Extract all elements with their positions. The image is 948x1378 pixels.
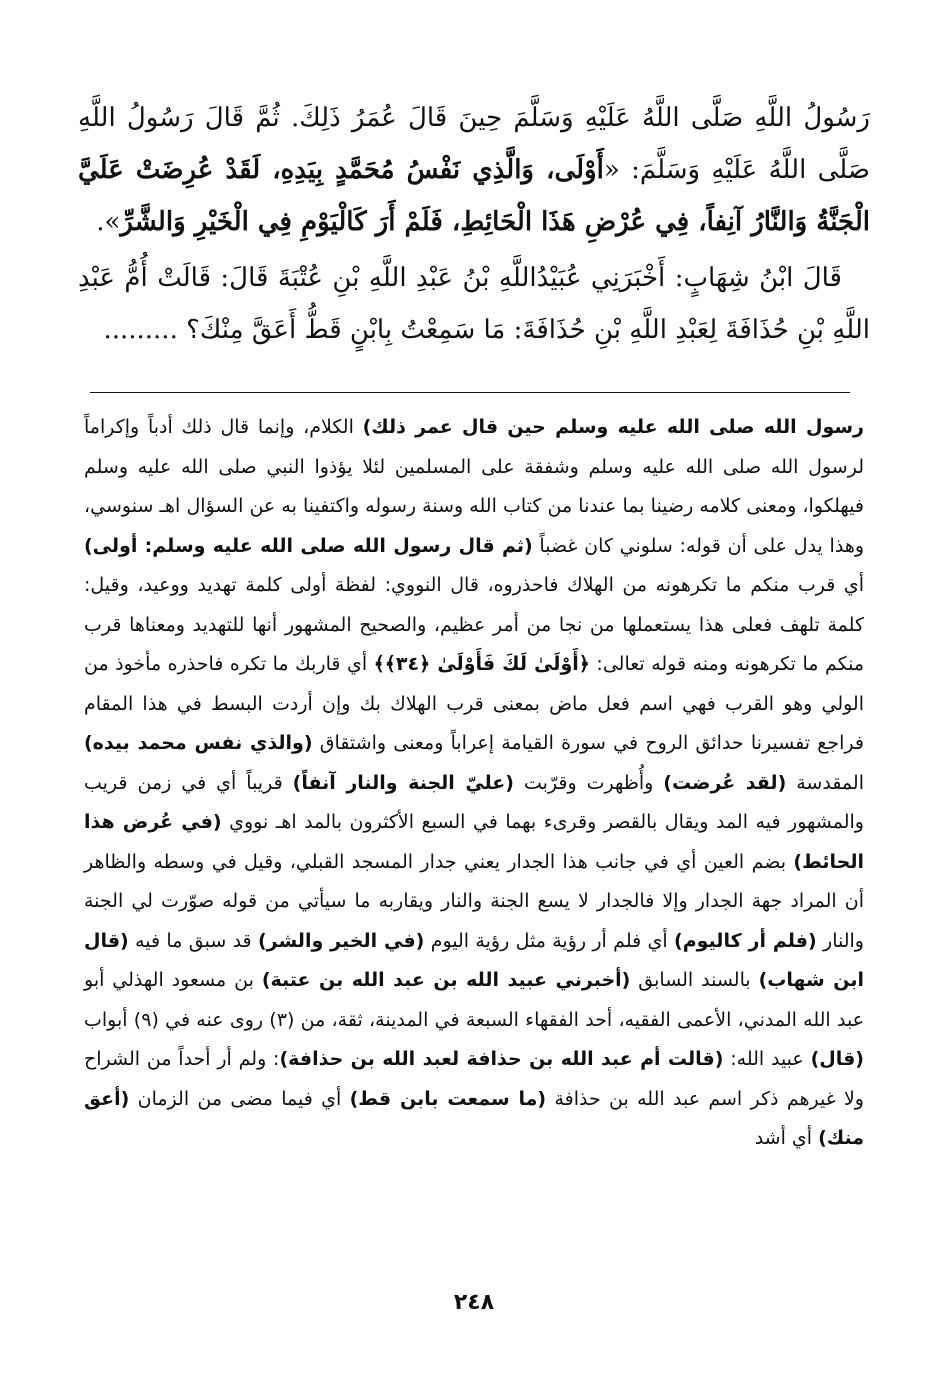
commentary-span: عبيد الله: [723, 1048, 811, 1070]
quoted-phrase: (أخبرني عبيد الله بن عبد الله بن عتبة) [261, 969, 631, 991]
commentary-span: بن مسعود الهذلي أبو عبد الله المدني، الأعمى الفقيه، أحد الفقهاء السبعة في المدينة، ثقة، من (٣) روى عنه في (٩) أبواب [84, 969, 865, 1031]
hadith-paragraph-2: قَالَ ابْنُ شِهَابٍ: أَخْبَرَنِي عُبَيْدُاللَّهِ بْنُ عَبْدِ اللَّهِ بْنِ عُتْبَةَ قَالَ: قَالَتْ أُمُّ عَبْدِ اللَّهِ بْنِ حُذَافَةَ لِعَبْدِ اللَّهِ بْنِ حُذَافَةَ: مَا سَمِعْتُ بِابْنٍ قَطُّ أَعَقَّ مِنْكَ؟ ......... [78, 263, 870, 345]
commentary-span: وأُظهرت وقرّبت [513, 771, 664, 794]
commentary-span: : ولم أر أحداً من الشراح ولا غيرهم ذكر اسم عبد الله بن حذافة [84, 1048, 864, 1110]
commentary-span: المقدسة [786, 771, 864, 794]
quoted-phrase: (قالت أم عبد الله بن حذافة لعبد الله بن حذافة) [279, 1048, 724, 1070]
hadith-text-intro: رَسُولُ اللَّهِ صَلَّى اللَّهُ عَلَيْهِ وَسَلَّمَ حِينَ قَالَ عُمَرُ ذَلِكَ. ثُمَّ قَالَ رَسُولُ اللَّهِ صَلَّى اللَّهُ عَلَيْهِ وَسَلَّمَ: « [78, 103, 870, 185]
quoted-phrase: (ثم قال رسول الله صلى الله عليه وسلم: أولى) [84, 534, 533, 557]
hadith-paragraph-1 [78, 92, 870, 248]
commentary-span: بضم العين أي في جانب هذا الجدار يعني جدار المسجد القبلي، وقيل في وسطه والظاهر أن المراد جهة الجدار وإلا فالجدار لا يسع الجنة والنار ويقاربه ما سيأتي من قوله صوّرت لي الجنة والنار [84, 850, 864, 952]
quoted-phrase: (عليّ الجنة والنار آنفاً) [292, 771, 514, 794]
quoted-phrase: (أعق منك) [84, 1087, 864, 1149]
quoted-phrase: (قال) [810, 1048, 864, 1070]
quran-verse: ﴿أَوْلَىٰ لَكَ فَأَوْلَىٰ ﴿٣٤﴾﴾ [373, 653, 590, 675]
quoted-phrase: (لقد عُرضت) [663, 771, 787, 794]
footnote-divider [90, 392, 850, 393]
commentary-span: قد سبق ما فيه [128, 929, 258, 952]
commentary-span: أي أشد [754, 1127, 819, 1149]
commentary-paragraph [84, 408, 864, 1159]
commentary-span: بالسند السابق [630, 969, 759, 991]
quoted-phrase: رسول الله صلى الله عليه وسلم حين قال عمر ذلك) [362, 416, 864, 438]
quoted-phrase: (في عُرض هذا الحائط) [84, 811, 864, 873]
quoted-phrase: (في الخير والشر) [257, 929, 425, 952]
commentary-span: أي فلم أر رؤية مثل رؤية اليوم [424, 929, 675, 952]
commentary-span: أي فيما مضى من الزمان [129, 1087, 350, 1110]
quoted-phrase: (قال ابن شهاب) [84, 929, 864, 991]
hadith-quote: أَوْلَى، وَالَّذِي نَفْسُ مُحَمَّدٍ بِيَدِهِ، لَقَدْ عُرِضَتْ عَلَيَّ الْجَنَّةُ وَالنَّارُ آنِفاً، فِي عُرْضِ هَذَا الْحَائِطِ، فَلَمْ أَرَ كَالْيَوْمِ فِي الْخَيْرِ وَالشَّرِّ [78, 155, 870, 237]
commentary-span: أي قاربك ما تكره فاحذره مأخوذ من الولي وهو القرب فهي اسم فعل ماض بمعنى قرب الهلاك بك وإن أردت البسط في هذا المقام فراجع تفسيرنا حدائق الروح في سورة القيامة إعراباً ومعنى واشتقاق [84, 653, 864, 754]
quoted-phrase: (فلم أر كاليوم) [674, 929, 817, 952]
page-number: ٢٤٨ [453, 1290, 495, 1315]
commentary-span: قريباً أي في زمن قريب والمشهور فيه المد ويقال بالقصر وقرىء بهما في السبع الأكثرون بالمد اهـ نووي [84, 771, 864, 833]
quoted-phrase: (ما سمعت بابن قط) [349, 1087, 547, 1110]
quoted-phrase: (والذي نفس محمد بيده) [84, 732, 313, 754]
hadith-text [78, 92, 870, 356]
hadith-quote-close: ». [96, 207, 121, 237]
commentary-span: الكلام، وإنما قال ذلك أدباً وإكراماً لرسول الله صلى الله عليه وسلم وشفقة على المسلمين لئلا يؤذوا النبي صلى الله عليه وسلم فيهلكوا، ومعنى كلامه رضينا بما عندنا من كتاب الله وسنة رسوله واكتفينا به عن السؤال اهـ سنوسي، وهذا يدل على أن قوله: سلوني كان غضباً [84, 416, 865, 557]
commentary-text [84, 408, 864, 1159]
commentary-span: أي قرب منكم ما تكرهونه من الهلاك فاحذروه، قال النووي: لفظة أولى كلمة تهديد ووعيد، وقيل: كلمة تلهف فعلى هذا يستعملها من نجا من أمر عظيم، والصحيح المشهور أنها للتهديد ومعناها قرب منكم ما تكرهونه ومنه قوله تعالى: [84, 574, 865, 675]
